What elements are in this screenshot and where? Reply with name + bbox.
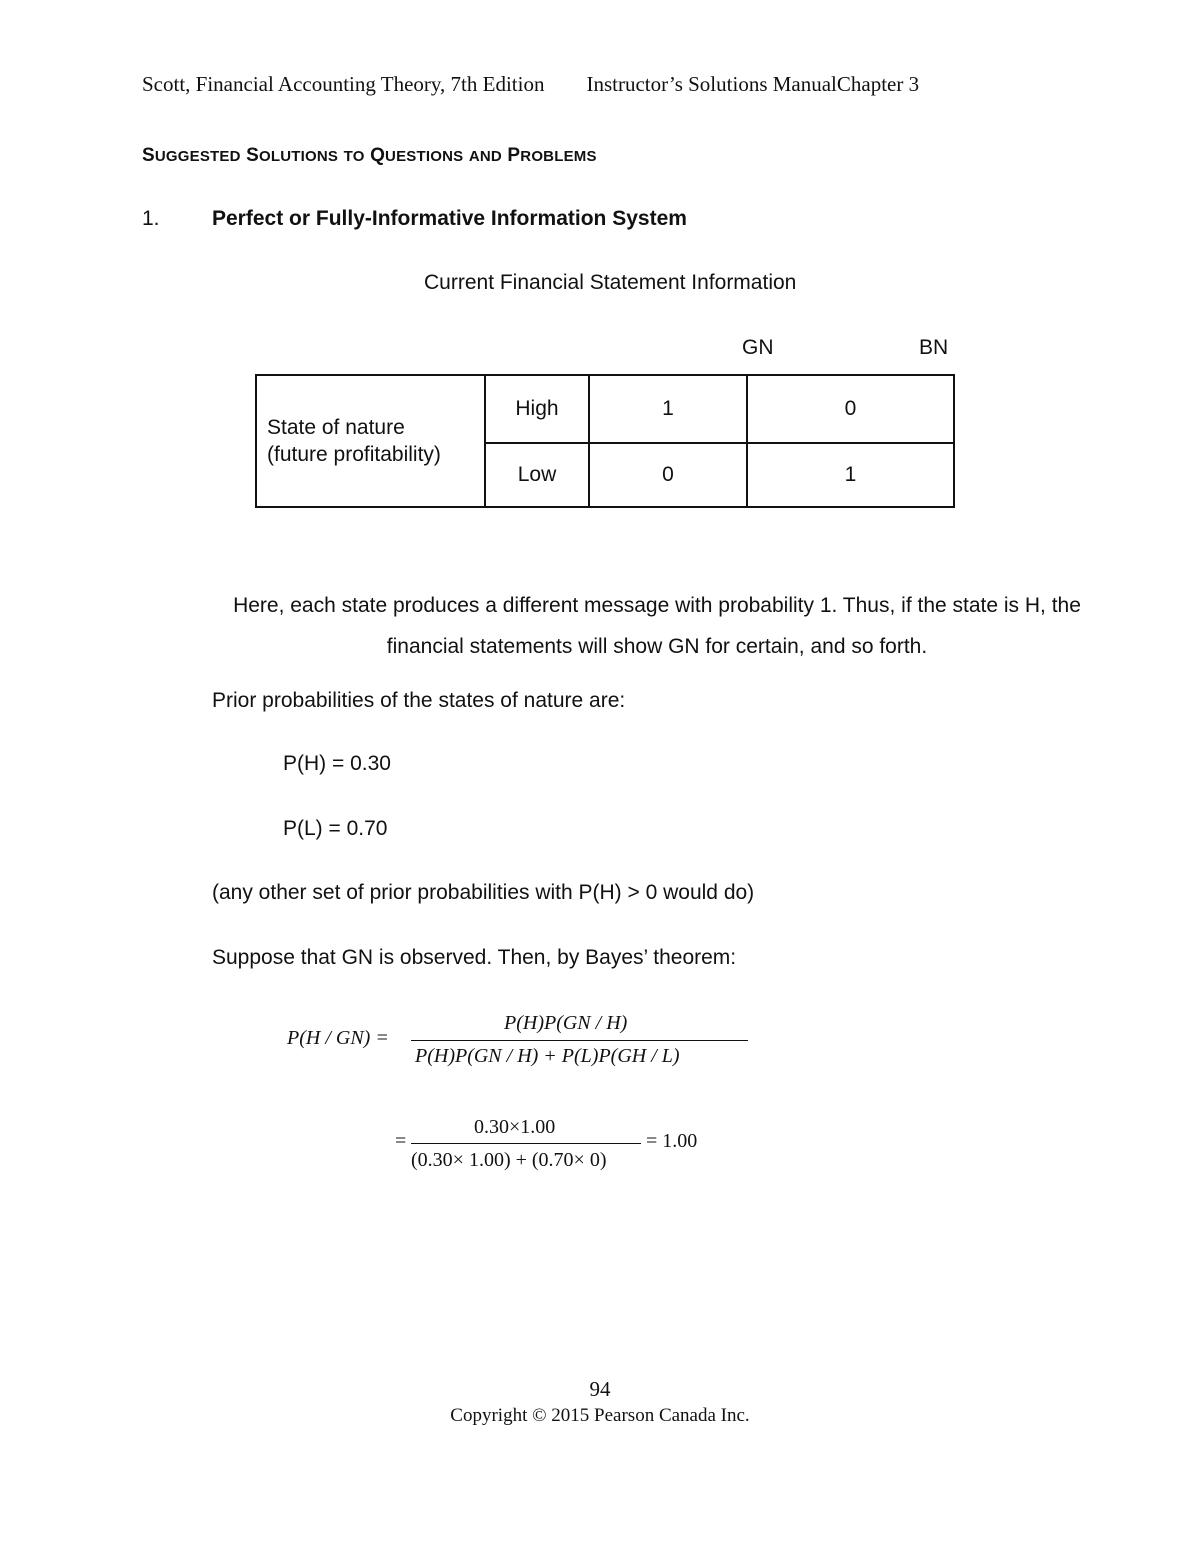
heading-word: P <box>507 145 521 166</box>
prior-high: P(H) = 0.30 <box>283 752 391 775</box>
prior-intro-text: Prior probabilities of the states of nature are: <box>212 689 626 712</box>
equation2-equals: = <box>395 1130 407 1152</box>
heading-word: S <box>246 145 260 166</box>
heading-word: ROBLEMS <box>520 148 597 165</box>
row-header-line: State of nature <box>267 416 405 439</box>
equation2-fraction-bar <box>411 1143 641 1144</box>
cell-high-bn: 0 <box>747 375 954 443</box>
row-header-line: (future profitability) <box>267 443 441 466</box>
equation1-denominator: P(H)P(GN / H) + P(L)P(GH / L) <box>415 1045 680 1067</box>
heading-word: UESTIONS <box>385 148 464 165</box>
running-header <box>142 72 919 97</box>
cell-low-bn: 1 <box>747 443 954 507</box>
equation1-numerator: P(H)P(GN / H) <box>504 1012 628 1034</box>
question-number: 1. <box>142 207 160 230</box>
column-header-gn: GN <box>742 336 774 359</box>
chapter-label: Chapter 3 <box>836 72 920 96</box>
row-label-low: Low <box>485 443 589 507</box>
bayes-intro-text: Suppose that GN is observed. Then, by Bayes’ theorem: <box>212 946 737 969</box>
table-caption: Current Financial Statement Information <box>424 271 797 294</box>
equation2-denominator: (0.30× 1.00) + (0.70× 0) <box>411 1149 607 1171</box>
information-matrix <box>255 374 955 508</box>
equation1-lhs: P(H / GN) = <box>287 1027 389 1049</box>
prior-low: P(L) = 0.70 <box>283 817 388 840</box>
prior-note: (any other set of prior probabilities with P(H) > 0 would do) <box>212 881 755 904</box>
book-title: Scott, Financial Accounting Theory, 7th Edition <box>142 72 545 96</box>
heading-word: OLUTIONS <box>259 148 339 165</box>
copyright-notice: Copyright © 2015 Pearson Canada Inc. <box>450 1405 750 1426</box>
heading-word: AND <box>468 148 502 165</box>
row-label-high: High <box>485 375 589 443</box>
equation2-numerator: 0.30×1.00 <box>474 1116 556 1138</box>
row-header-state <box>256 375 485 507</box>
explanation-paragraph: Here, each state produces a different message with probability 1. Thus, if the state is H, the financial statements will show GN for certain, and so forth. <box>233 594 1081 658</box>
heading-word: Q <box>370 145 386 166</box>
manual-title: Instructor’s Solutions Manual <box>586 72 837 96</box>
section-heading <box>142 145 597 167</box>
column-header-bn: BN <box>919 336 949 359</box>
heading-word: TO <box>343 148 365 165</box>
question-title: Perfect or Fully-Informative Information System <box>212 207 687 230</box>
heading-word: S <box>142 145 155 166</box>
cell-low-gn: 0 <box>589 443 747 507</box>
table-row <box>256 375 954 443</box>
heading-word: UGGESTED <box>154 148 241 165</box>
equation2-result: = 1.00 <box>646 1130 698 1152</box>
cell-high-gn: 1 <box>589 375 747 443</box>
equation1-fraction-bar <box>411 1040 748 1041</box>
page-number: 94 <box>589 1377 611 1401</box>
